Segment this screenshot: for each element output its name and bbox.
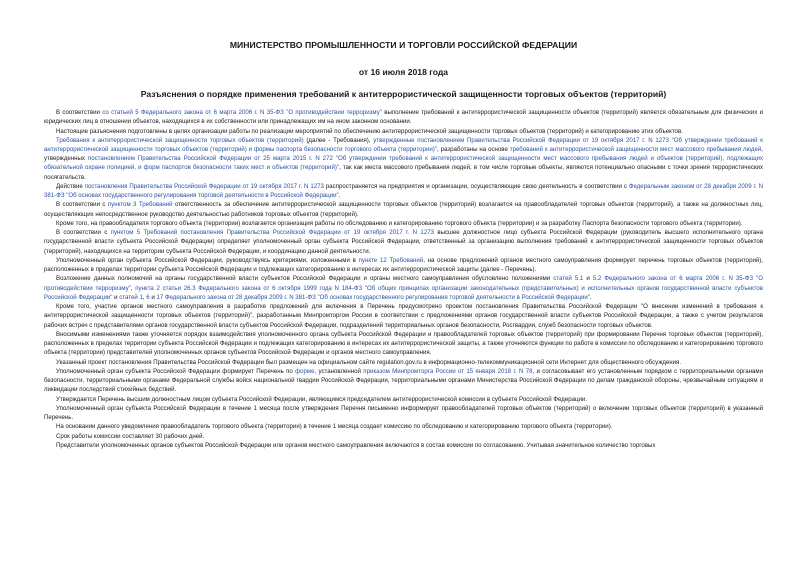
document-link[interactable]: пунктом 3 Требований <box>107 201 173 209</box>
paragraph-text: Настоящие разъяснения подготовлены в целях организации работы по реализации мероприятий по обеспечению антитеррористической защищенности торговых объектов (территорий) и категорированию этих объектов. <box>56 127 683 135</box>
document-link[interactable]: 6 <box>146 293 150 301</box>
paragraph-text: , установленной <box>314 367 364 375</box>
paragraph-text: и <box>149 293 157 301</box>
paragraph-text: , и согласовывает его установленным порядком с территориальными органами безопасности, территориальными органами Федеральной службы войск национальной гвардии Российской Федерации, территориальными органами Министерства Российской Федерации по делам гражданской обороны, чрезвычайным ситуациям и ликвидации последствий стихийных бедствий. <box>44 367 763 394</box>
paragraph <box>44 200 763 218</box>
paragraph <box>44 219 763 228</box>
paragraph-text: и <box>112 293 120 301</box>
paragraph <box>44 404 763 422</box>
paragraph-text: Возложение данных полномочий на органы государственной власти субъектов Российской Федерации и органы местного самоуправления обусловлено положениями <box>56 275 554 283</box>
document-link[interactable]: 5.2 Федерального закона от 6 марта 2006 г. N 35-ФЗ "О противодействии терроризму" <box>44 275 763 292</box>
paragraph <box>44 108 763 126</box>
paragraph <box>44 367 763 395</box>
ministry-heading: МИНИСТЕРСТВО ПРОМЫШЛЕННОСТИ И ТОРГОВЛИ РОССИЙСКОЙ ФЕДЕРАЦИИ <box>229 40 578 50</box>
paragraph-text: , разработаны на основе <box>436 146 510 153</box>
paragraph-text: высшее должностное лицо субъекта Российской Федерации (руководитель высшего исполнительного органа государственной власти субъекта Российской Федерации) определяет уполномоченный орган субъекта Российской Федерации, ответственный за организацию выполнения требований к антитеррористической защищенности торговых объектов (территорий), находящихся на территории субъекта Российской Федерации, и координацию данной деятельности. <box>44 229 764 255</box>
paragraph-text: , <box>130 284 136 292</box>
paragraph <box>44 422 763 431</box>
paragraph <box>44 330 763 358</box>
document-link[interactable]: 17 Федерального закона от 28 декабря 2009 г. N 381-ФЗ "Об основах государственного регулирования торговой деятельности в Российской Федерации" <box>156 293 590 301</box>
paragraph-text: Указанный проект постановления Правительства Российской Федерации был размещен на официальном сайте regulation.gov.ru в информационно-телекоммуникационной сети Интернет для общественного обсуждения. <box>56 358 682 366</box>
document-link[interactable]: статей 1 <box>119 293 143 301</box>
document-link[interactable]: утвержденные постановлением Правительства Российской Федерации от 19 октября 2017 г. N 1273 "Об утверждении требований к антитеррористической защищенности торговых объектов (территорий) и формы паспорта безопасности торгового объекта (территории)" <box>44 136 763 153</box>
paragraph-text: , на основе предложений органов местного самоуправления формирует перечень торговых объектов (территорий), расположенных в пределах территории субъекта Российской Федерации и подлежащих категорированию в интересах их антитеррористической защиты (далее - Перечень). <box>44 256 763 274</box>
paragraph-text: и <box>583 275 593 283</box>
paragraph <box>44 182 763 200</box>
paragraph-text: , утвержденных <box>44 146 763 163</box>
paragraph <box>44 274 763 302</box>
paragraph-text: На основании данного уведомления правообладатель торгового объекта (территории) в течение 1 месяца создает комиссию по обследованию и категорированию торгового объекта (территории). <box>56 423 613 431</box>
document-link[interactable]: пунктом 5 Требований постановления Правительства Российской Федерации от 19 октября 2017 г. N 1273 <box>110 229 434 237</box>
document-link[interactable]: форме <box>295 367 315 375</box>
paragraph-text: В соответствии с <box>56 229 111 237</box>
paragraph-text: (далее - Требования), <box>303 136 374 144</box>
document-link[interactable]: постановления Правительства Российской Федерации от 19 октября 2017 г. N 1273 <box>84 182 324 190</box>
paragraph-text: Утверждается Перечень высшим должностным лицом субъекта Российской Федерации, являющимся председателем антитеррористической комиссии в субъекте Российской Федерации. <box>56 395 588 403</box>
document-body <box>44 108 763 450</box>
paragraph-text: ответственность за обеспечение антитеррористической защищенности торговых объектов (территорий) возлагается на правообладателей торговых объектов (территорий), а также на должностных лиц, осуществляющих непосредственное руководство деятельностью работников торговых объектов (территорий). <box>44 201 763 218</box>
paragraph-text: . <box>338 192 341 200</box>
paragraph <box>44 127 763 136</box>
paragraph-text: Действие <box>56 182 85 190</box>
document-link[interactable]: статей 5.1 <box>553 275 584 283</box>
paragraph-text: Уполномоченный орган субъекта Российской Федерации формирует Перечень по <box>56 367 296 375</box>
paragraph-text: , так как места массового пребывания людей, в том числе торговые объекты, являются потенциально опасными с точки зрения террористических посягательств. <box>44 164 763 181</box>
paragraph-text: Уполномоченный орган субъекта Российской Федерации в течение 1 месяца после утверждения Перечня письменно информирует правообладателей торговых объектов (территорий) о включении торговых объектов (территорий) в указанный Перечень. <box>44 404 763 422</box>
document-link[interactable]: постановлением Правительства Российской Федерации от 25 марта 2015 г. N 272 "Об утверждении требований к антитеррористической защищенности мест массового пребывания людей и объектов (территорий), подлежащих обязательной охране полицией, и форм паспортов безопасности таких мест и объектов (территорий)" <box>44 155 764 172</box>
paragraph <box>44 228 763 256</box>
paragraph-text: Уполномоченный орган субъекта Российской Федерации, руководствуясь критериями, изложенными в <box>56 256 359 264</box>
paragraph-text: , <box>142 293 147 301</box>
paragraph <box>44 441 763 450</box>
paragraph-text: Вносимыми изменениями также уточняется порядок взаимодействия уполномоченного органа субъекта Российской Федерации и правообладателей торговых объектов (территорий) при формировании Перечня торговых объектов (территорий), расположенных в пределах территории субъекта Российской Федерации и подлежащих категорированию в интересах их антитеррористической защиты, а также уточняются функции по работе в комиссии по обследованию и категорированию торгового объекта (территории) представителей уполномоченных органов субъектов Российской Федерации и органов местного самоуправления. <box>44 330 763 357</box>
paragraph <box>44 432 763 441</box>
paragraph-text: Представители уполномоченных органов субъектов Российской Федерации или органов местного самоуправления включаются в состав комиссии по согласованию. Учитывая значительное количество торговых <box>56 441 656 449</box>
document-title: Разъяснения о порядке применения требований к антитеррористической защищенности торговых объектов (территорий) <box>140 89 667 99</box>
paragraph-text: . <box>589 293 592 301</box>
paragraph-text: выполнение требований к антитеррористической защищенности объектов (территорий) является обязательным для физических и юридических лиц в отношении объектов, находящихся в их собственности или принадлежащих им на ином законном основании. <box>44 109 763 126</box>
document-link[interactable]: приказом Минпромторга России от 15 января 2018 г. N 78 <box>363 367 533 375</box>
paragraph <box>44 395 763 404</box>
document-link[interactable]: со статьей 5 Федерального закона от 6 марта 2006 г. N 35-ФЗ "О противодействии терроризму" <box>102 109 382 116</box>
document-link[interactable]: Федеральным законом от 28 декабря 2009 г. N 381-ФЗ "Об основах государственного регулирования торговой деятельности в Российской Федерации" <box>44 182 764 200</box>
paragraph <box>44 136 763 182</box>
document-link[interactable]: пункте 12 Требований <box>358 256 424 264</box>
document-link[interactable]: требований к антитеррористической защищенности мест массового пребывания людей <box>509 146 762 153</box>
paragraph <box>44 302 763 330</box>
document-date: от 16 июля 2018 года <box>358 67 449 77</box>
paragraph <box>44 256 763 274</box>
paragraph-text: Кроме того, участие органов местного самоуправления в разработке предложений для включения в Перечень предусмотрено проектом постановления Правительства Российской Федерации "О внесении изменений в требования к антитеррористической защищенности торговых объектов (территорий)", разработанным Минпромторгом России в соответствии с предложениями органов государственной власти субъектов Российской Федерации, а также с учетом результатов рабочих встреч с представителями органов государственной власти субъектов Российской Федерации, подразделений территориальных органов безопасности, Росгвардии, служб безопасности торговых объектов. <box>44 303 763 329</box>
paragraph <box>44 358 763 367</box>
document-link[interactable]: пункта 2 статьи 26.3 Федерального закона от 6 октября 1999 года N 184-ФЗ "Об общих принципах организации законодательных (представительных) и исполнительных органов государственной власти субъектов Российской Федерации" <box>44 284 763 301</box>
paragraph-text: В соответствии с <box>56 201 108 209</box>
paragraph-text: Срок работы комиссии составляет 30 рабочих дней. <box>56 432 205 440</box>
paragraph-text: распространяется на предприятия и организации, осуществляющие свою деятельность в соответствии с <box>323 182 629 190</box>
paragraph-text: В соответствии <box>56 109 103 116</box>
document-link[interactable]: Требования к антитеррористической защищенности торговых объектов (территорий) <box>56 136 304 144</box>
paragraph-text: Кроме того, на правообладателя торгового объекта (территории) возлагается организация работы по обследованию и категорированию торгового объекта (территории) и за разработку Паспорта безопасности торгового объекта (территории). <box>56 219 743 227</box>
